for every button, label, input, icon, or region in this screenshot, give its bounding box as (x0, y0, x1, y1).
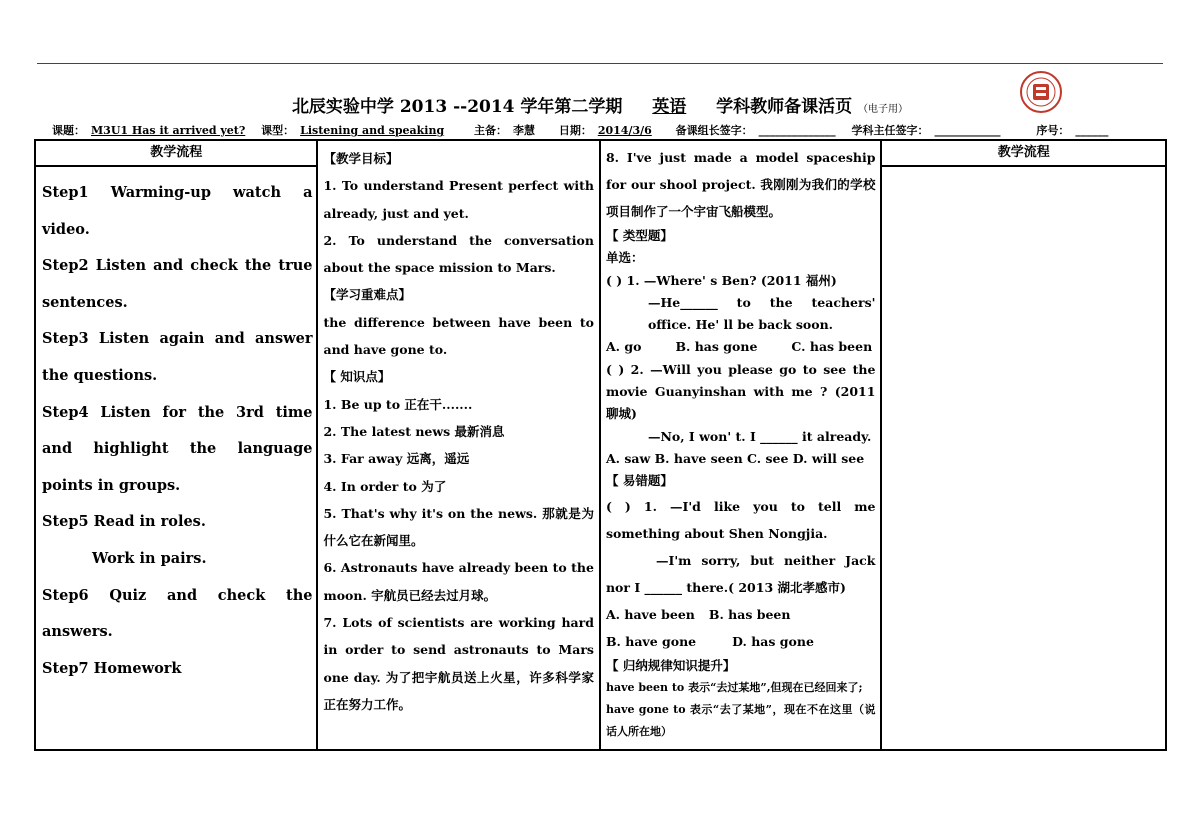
topic-label: 课题： (52, 124, 85, 137)
step-1: Step1 Warming-up watch a video. (42, 184, 313, 238)
option: B. have gone (605, 633, 697, 649)
step-6: Step6 Quiz and check the answers. (42, 586, 313, 641)
step-2: Step2 Listen and check the true sentences. (42, 257, 313, 311)
type-heading: 【 类型题】 (605, 228, 673, 243)
author-label: 主备： (473, 124, 507, 137)
question-2-options: A. saw B. have seen C. see D. will see (605, 450, 865, 466)
option: B. has gone (675, 339, 758, 355)
step-3: Step3 Listen again and answer the questions. (42, 330, 313, 384)
goals-heading: 【教学目标】 (323, 151, 399, 166)
lesson-plan-table (34, 139, 1167, 751)
single-choice-label: 单选： (605, 250, 644, 266)
keypoints-text: the difference between have been to and have gone to. (323, 314, 594, 358)
type-value: Listening and speaking (300, 124, 445, 137)
question-2-stem: ( ) 2. —Will you please go to see the movie Guanyinshan with me ? (2011 聊城) (605, 361, 876, 422)
subject-label: 英语 (652, 97, 687, 117)
seq-label: 序号： (1036, 124, 1070, 137)
rule-heading: 【 归纳规律知识提升】 (605, 657, 736, 673)
group-sign-value: ______________ (758, 124, 836, 137)
option: C. has been (791, 339, 873, 355)
goal-item: 2. To understand the conversation about the space mission to Mars. (323, 232, 594, 276)
rule-2: have gone to 表示“去了某地”，现在不在这里（说话人所在地） (605, 702, 876, 738)
lesson-info-line (52, 122, 1182, 138)
step-5: Step5 Read in roles. (42, 513, 206, 531)
knowledge-item: 2. The latest news 最新消息 (323, 423, 505, 439)
col3-cell (600, 140, 881, 750)
knowledge-item: 6. Astronauts have already been to the moon. 宇航员已经去过月球。 (323, 560, 594, 603)
step-7: Step7 Homework (42, 659, 182, 677)
author-value: 李慧 (512, 124, 535, 137)
error-heading: 【 易错题】 (605, 473, 673, 489)
knowledge-heading: 【 知识点】 (323, 369, 391, 385)
question-2-answer: —No, I won' t. I ______ it already. (647, 428, 872, 444)
page-title: 学科教师备课活页 (716, 97, 853, 117)
error-options-row2 (606, 628, 875, 655)
rule-1: have been to 表示“去过某地”,但现在已经回来了; (605, 680, 863, 694)
school-title: 北辰实验中学 2013 --2014 学年第二学期 (291, 97, 623, 117)
question-1-options (606, 336, 875, 358)
knowledge-item: 4. In order to 为了 (323, 478, 447, 494)
question-1-blank: —He______ to the teachers' office. He' ll be back soon. (647, 294, 876, 333)
item-8: 8. I've just made a model spaceship for our shool project. 我刚刚为我们的学校项目制作了一个宇宙飞船模型。 (605, 150, 876, 219)
step-5-sub: Work in pairs. (92, 549, 207, 567)
group-sign-label: 备课组长签字： (675, 124, 753, 137)
type-label: 课型： (261, 124, 295, 137)
col4-heading: 教学流程 (881, 140, 1166, 166)
col1-heading: 教学流程 (35, 140, 317, 166)
school-seal-logo (1009, 70, 1073, 114)
topic-value: M3U1 Has it arrived yet? (91, 124, 246, 137)
question-1-stem: ( ) 1. —Where' s Ben? (2011 福州) (605, 272, 837, 288)
date-label: 日期： (558, 124, 592, 137)
option: A. go (605, 339, 642, 355)
option: B. has been (708, 606, 791, 622)
date-value: 2014/3/6 (597, 124, 652, 137)
option: A. have been (605, 606, 695, 622)
col1-cell (35, 166, 317, 750)
knowledge-item: 5. That's why it's on the news. 那就是为什么它在新闻里。 (323, 505, 594, 549)
director-sign-value: ____________ (934, 124, 1001, 137)
error-options-row1 (606, 601, 875, 628)
keypoints-heading: 【学习重难点】 (323, 287, 411, 303)
col2-cell (317, 140, 599, 750)
director-sign-label: 学科主任签字： (851, 124, 929, 137)
col4-cell (881, 166, 1166, 750)
top-rule (37, 63, 1163, 64)
error-question-answer: —I'm sorry, but neither Jack nor I ______ there.( 2013 湖北孝感市) (605, 552, 876, 595)
knowledge-item: 1. Be up to 正在干....... (323, 396, 473, 412)
seq-value: ______ (1075, 124, 1109, 137)
error-question-stem: ( ) 1. —I'd like you to tell me something about Shen Nongjia. (605, 498, 876, 541)
step-4: Step4 Listen for the 3rd time and highlight the language points in groups. (42, 403, 313, 494)
knowledge-item: 7. Lots of scientists are working hard in order to send astronauts to Mars one day. 为了把宇航员送上火星，许多科学家正在努力工作。 (323, 615, 594, 712)
option: D. has gone (732, 633, 814, 649)
electronic-note: （电子用） (858, 104, 909, 115)
knowledge-item: 3. Far away 远离，遥远 (323, 451, 470, 467)
goal-item: 1. To understand Present perfect with already, just and yet. (323, 178, 594, 221)
